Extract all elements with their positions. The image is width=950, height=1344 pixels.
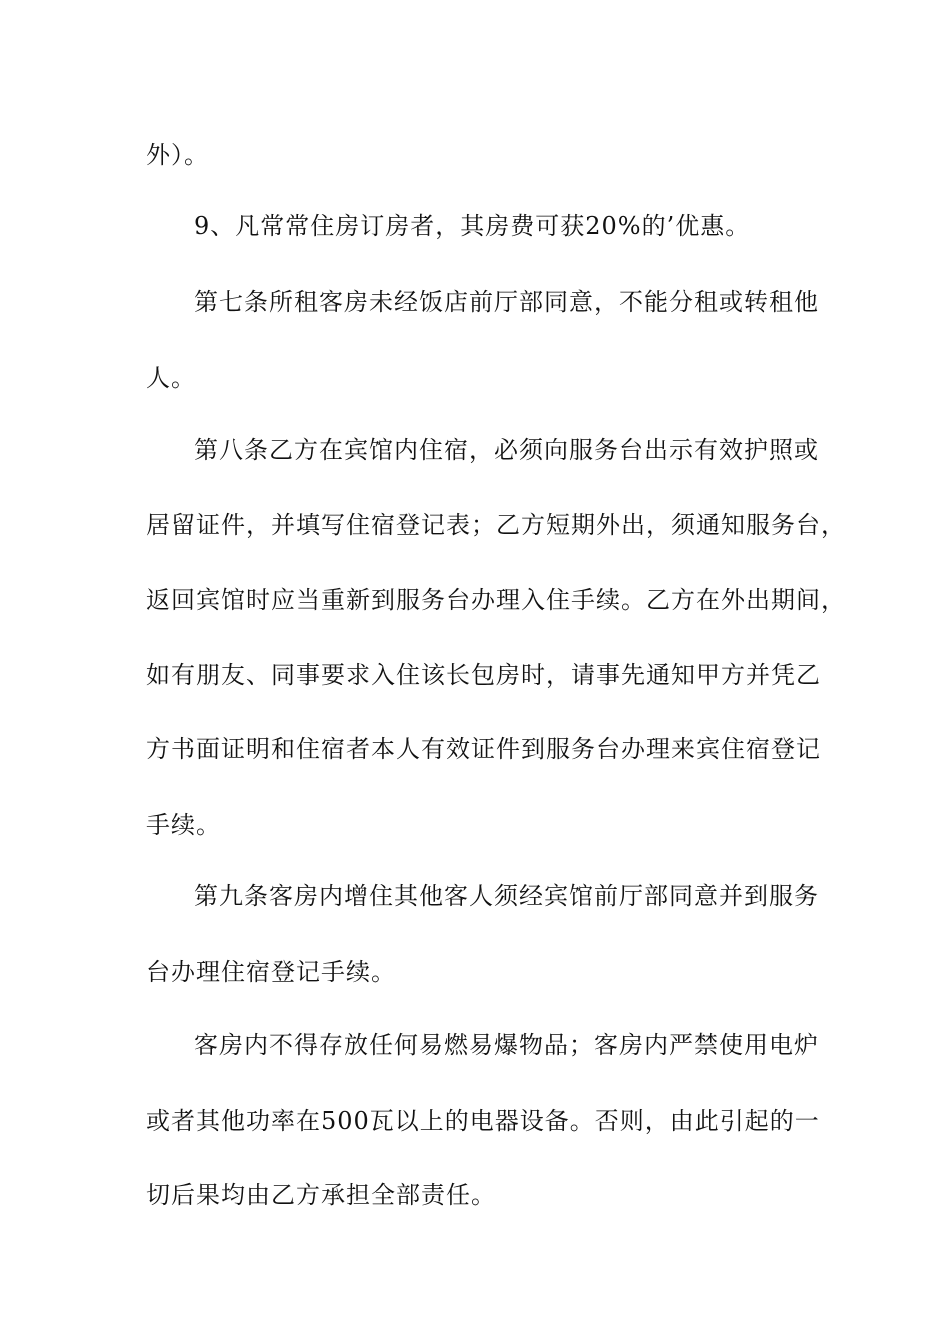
text-line: 第八条乙方在宾馆内住宿，必须向服务台出示有效护照或 [194,436,819,464]
text-line: 台办理住宿登记手续。 [146,958,396,986]
text-line: 方书面证明和住宿者本人有效证件到服务台办理来宾住宿登记 [146,735,821,763]
text-line: 切后果均由乙方承担全部责任。 [146,1181,496,1209]
text-line: 第九条客房内增住其他客人须经宾馆前厅部同意并到服务 [194,882,819,910]
text-line: 返回宾馆时应当重新到服务台办理入住手续。乙方在外出期间， [146,586,846,614]
text-line: 居留证件，并填写住宿登记表；乙方短期外出，须通知服务台， [146,511,846,539]
text-line: 如有朋友、同事要求入住该长包房时，请事先通知甲方并凭乙 [146,661,821,689]
text-line: 客房内不得存放任何易燃易爆物品；客房内严禁使用电炉 [194,1031,819,1059]
text-line: 手续。 [146,811,221,839]
text-line: 外）。 [146,141,209,169]
text-line: 9、凡常常住房订房者，其房费可获20%的’优惠。 [194,212,751,240]
text-line: 第七条所租客房未经饭店前厅部同意，不能分租或转租他 [194,288,819,316]
text-line: 或者其他功率在500瓦以上的电器设备。否则，由此引起的一 [146,1107,820,1135]
text-line: 人。 [146,364,196,392]
